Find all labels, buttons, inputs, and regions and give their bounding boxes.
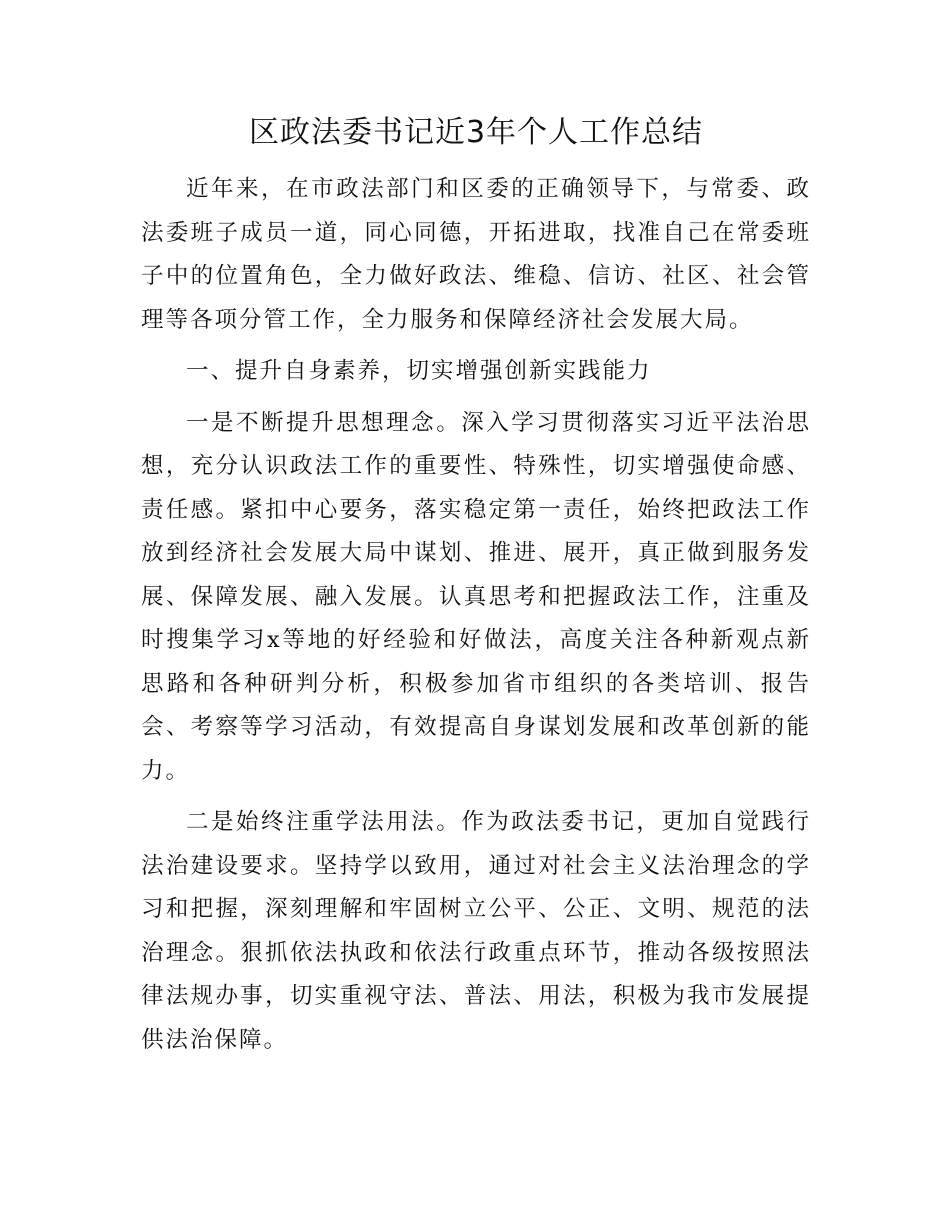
paragraph-law: 二是始终注重学法用法。作为政法委书记，更加自觉践行法治建设要求。坚持学以致用，通过对社会主义法治理念的学习和把握，深刻理解和牢固树立公平、公正、文明、规范的法治理念。狠抓依法执政和依法行政重点环节，推动各级按照法律法规办事，切实重视守法、普法、用法，积极为我市发展提供法治保障。 <box>141 809 811 1053</box>
section-heading-1: 一、提升自身素养，切实增强创新实践能力 <box>186 358 652 384</box>
document-page <box>141 108 811 1070</box>
paragraph-thought: 一是不断提升思想理念。深入学习贯彻落实习近平法治思想，充分认识政法工作的重要性、特殊性，切实增强使命感、责任感。紧扣中心要务，落实稳定第一责任，始终把政法工作放到经济社会发展大局中谋划、推进、展开，真正做到服务发展、保障发展、融入发展。认真思考和把握政法工作，注重及时搜集学习x等地的好经验和好做法，高度关注各种新观点新思路和各种研判分析，积极参加省市组织的各类培训、报告会、考察等学习活动，有效提高自身谋划发展和改革创新的能力。 <box>141 409 811 784</box>
document-title: 区政法委书记近3年个人工作总结 <box>248 115 704 150</box>
intro-paragraph: 近年来，在市政法部门和区委的正确领导下，与常委、政法委班子成员一道，同心同德，开拓进取，找准自己在常委班子中的位置角色，全力做好政法、维稳、信访、社区、社会管理等各项分管工作，全力服务和保障经济社会发展大局。 <box>141 176 811 333</box>
